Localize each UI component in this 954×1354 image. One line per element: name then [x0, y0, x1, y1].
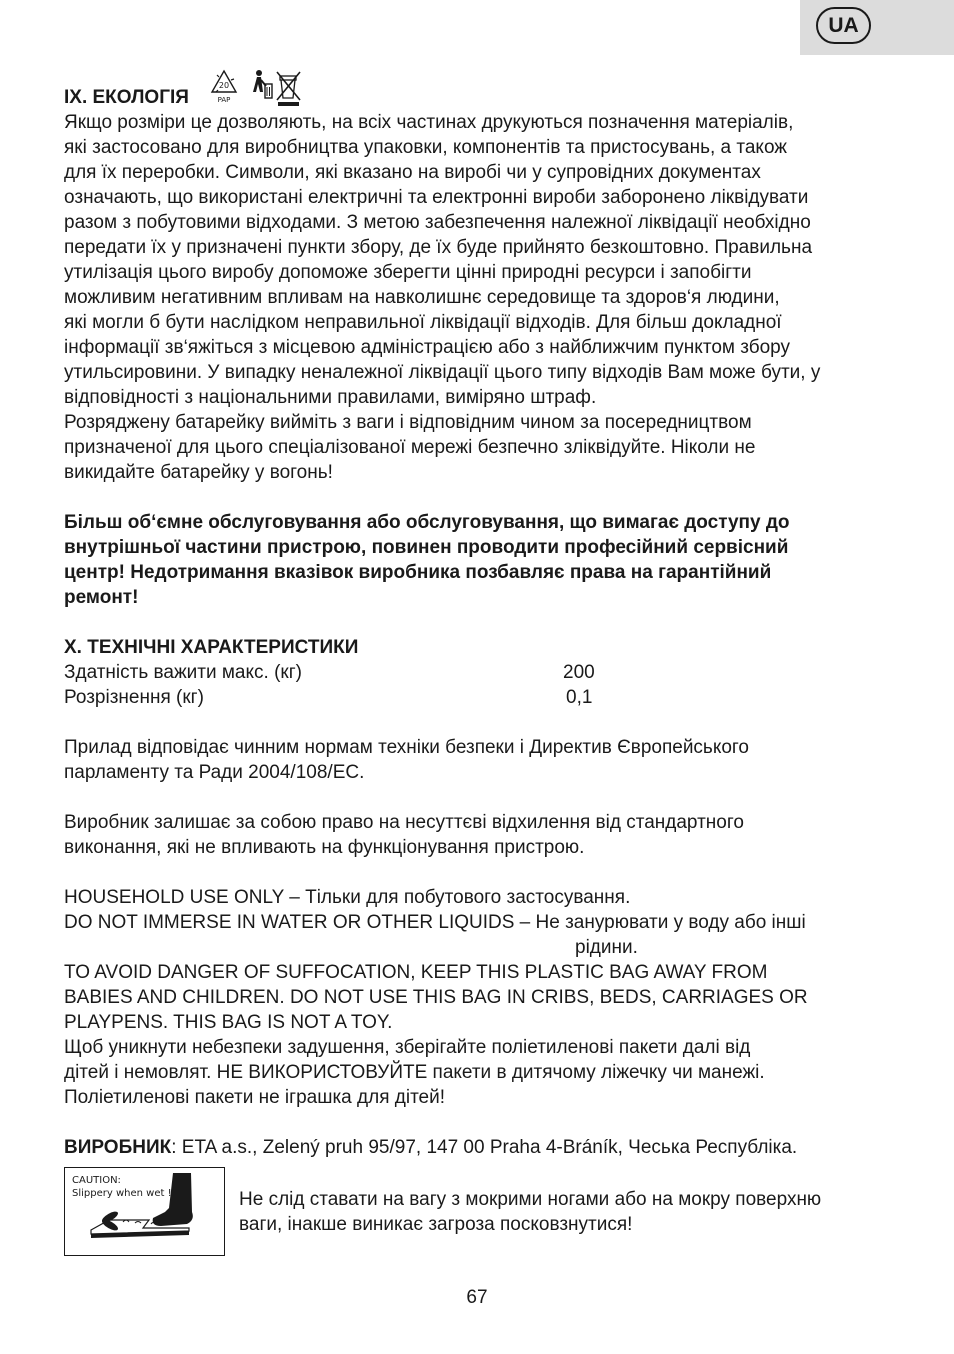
battery-line: призначеної для цього спеціалізованої мережі безпечно зліквідуйте. Ніколи не: [64, 437, 756, 458]
compliance-line: парламенту та Ради 2004/108/ЕС.: [64, 762, 365, 783]
caution-text-line: Не слід ставати на вагу з мокрими ногами або на мокру поверхню: [239, 1189, 822, 1210]
immerse-warning-cont: рідини.: [575, 937, 638, 958]
section-title-specs: X. ТЕХНІЧНІ ХАРАКТЕРИСТИКИ: [64, 637, 359, 658]
page-number: 67: [466, 1287, 488, 1308]
suffocation-en-line: PLAYPENS. THIS BAG IS NOT A TOY.: [64, 1012, 393, 1033]
service-warning-line: внутрішньої частини пристрою, повинен проводити професійний сервісний: [64, 537, 789, 558]
language-tab: [800, 0, 954, 55]
immerse-warning: DO NOT IMMERSE IN WATER OR OTHER LIQUIDS – Не занурювати у воду або інші: [64, 912, 806, 933]
service-warning-line: ремонт!: [64, 587, 139, 608]
spec-value: 0,1: [566, 687, 593, 708]
ecology-line: разом з побутовими відходами. З метою забезпечення належної ліквідації необхідно: [64, 212, 811, 233]
manufacturer-address: : ETA a.s., Zelený pruh 95/97, 147 00 Praha 4-Bráník, Чеська Республіка.: [171, 1137, 798, 1158]
svg-text:20: 20: [218, 81, 230, 90]
service-warning-line: Більш об‘ємне обслуговування або обслуговування, що вимагає доступу до: [64, 512, 790, 533]
rights-line: виконання, які не впливають на функціонування пристрою.: [64, 837, 585, 858]
suffocation-ua-line: Поліетиленові пакети не іграшка для дітей!: [64, 1087, 446, 1108]
manufacturer-label: ВИРОБНИК: [64, 1137, 172, 1158]
caution-pictogram: [64, 1167, 225, 1256]
spec-value: 200: [563, 662, 595, 683]
suffocation-en-line: TO AVOID DANGER OF SUFFOCATION, KEEP THIS PLASTIC BAG AWAY FROM: [64, 962, 768, 983]
battery-line: викидайте батарейку у вогонь!: [64, 462, 333, 483]
ecology-line: які могли б бути наслідком неправильної ліквідації відходів. Для більш докладної: [64, 312, 782, 333]
battery-line: Розряджену батарейку вийміть з ваги і відповідним чином за посередництвом: [64, 412, 752, 433]
ecology-line: для їх переробки. Символи, які вказано на виробі чи у супровідних документах: [64, 162, 761, 183]
ecology-line: можливим негативним впливам на навколишнє середовище та здоров‘я людини,: [64, 287, 780, 308]
caution-text-line: ваги, інакше виникає загроза посковзнутися!: [239, 1214, 633, 1235]
ecology-line: утилізація цього виробу допоможе зберегти цінні природні ресурси і запобігти: [64, 262, 752, 283]
ecology-line: передати їх у призначені пункти збору, де їх буде прийнято безкоштовно. Правильна: [64, 237, 813, 258]
compliance-line: Прилад відповідає чинним нормам техніки безпеки і Директив Європейського: [64, 737, 750, 758]
crossed-bin-icon: [277, 72, 300, 106]
wet-foot-icon: [65, 1168, 223, 1254]
suffocation-en-line: BABIES AND CHILDREN. DO NOT USE THIS BAG IN CRIBS, BEDS, CARRIAGES OR: [64, 987, 808, 1008]
service-warning-line: центр! Недотримання вказівок виробника позбавляє права на гарантійний: [64, 562, 772, 583]
rights-line: Виробник залишає за собою право на несуттєві відхилення від стандартного: [64, 812, 744, 833]
manufacturer-info: [64, 1135, 797, 1160]
ecology-line: які застосовано для виробництва упаковки, компонентів та пристосувань, а також: [64, 137, 788, 158]
spec-label: Здатність важити макс. (кг): [64, 662, 302, 683]
ecology-icons: [210, 68, 304, 108]
svg-text:PAP: PAP: [217, 96, 231, 104]
section-title-ecology: IX. ЕКОЛОГІЯ: [64, 87, 189, 108]
suffocation-ua-line: Щоб уникнути небезпеки задушення, зберігайте поліетиленові пакети далі від: [64, 1037, 751, 1058]
language-badge: UA: [816, 7, 871, 44]
tidyman-icon: [253, 70, 272, 98]
spec-label: Розрізнення (кг): [64, 687, 204, 708]
ecology-line: відповідності з національними правилами, виміряно штраф.: [64, 387, 597, 408]
ecology-line: утильсировини. У випадку неналежної ліквідації цього типу відходів Вам може бути, у: [64, 362, 821, 383]
ecology-line: означають, що використані електричні та електронні вироби заборонено ліквідувати: [64, 187, 809, 208]
household-warning: HOUSEHOLD USE ONLY – Тільки для побутового застосування.: [64, 887, 631, 908]
caution-label: CAUTION: Slippery when wet !: [72, 1175, 172, 1199]
recycle-paper-icon: [212, 71, 236, 104]
ecology-line: інформації зв‘яжіться з місцевою адміністрацією або з найближчим пунктом збору: [64, 337, 791, 358]
suffocation-ua-line: дітей і немовлят. НЕ ВИКОРИСТОВУЙТЕ пакети в дитячому ліжечку чи манежі.: [64, 1062, 765, 1083]
ecology-line: Якщо розміри це дозволяють, на всіх частинах друкуються позначення матеріалів,: [64, 112, 794, 133]
